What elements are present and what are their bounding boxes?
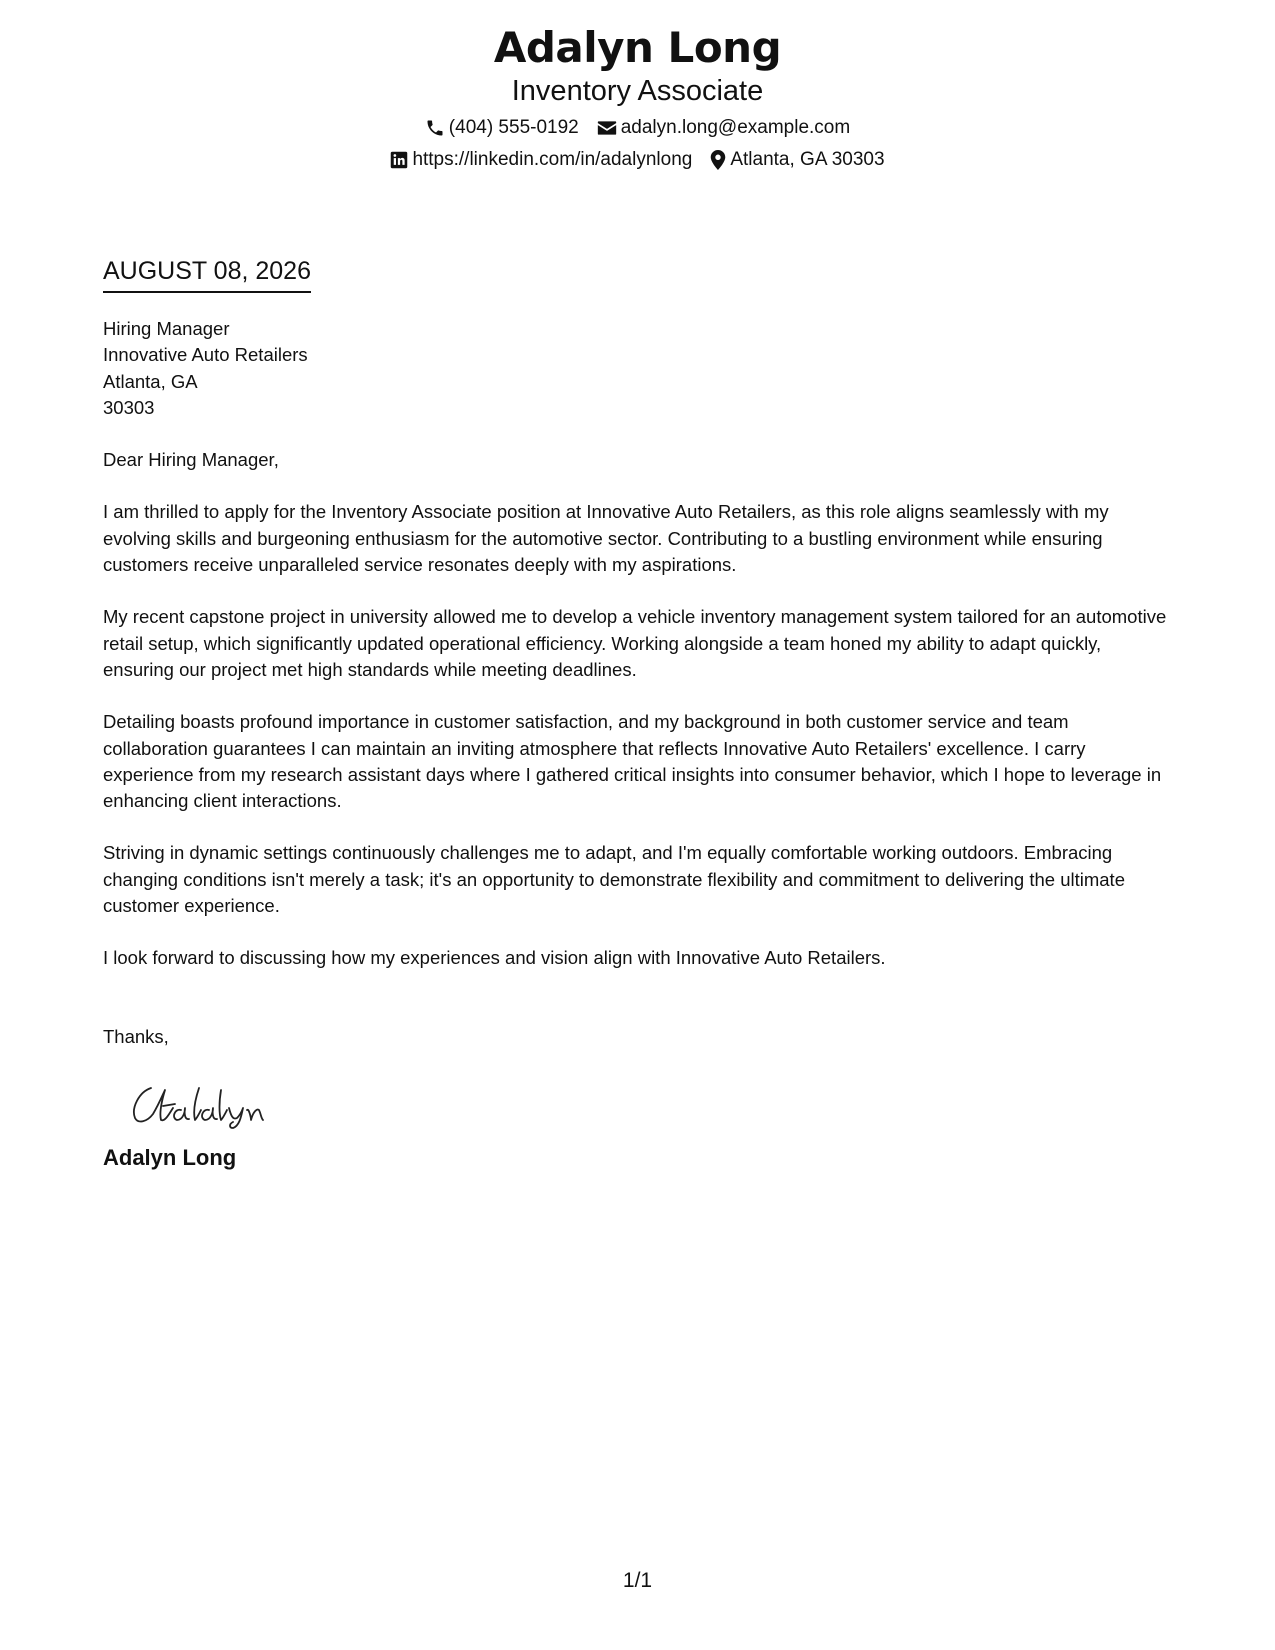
- body-paragraph: Striving in dynamic settings continuously challenges me to adapt, and I'm equally comfortable working outdoors. Embracing changing conditions isn't merely a task; it's an opportunity to demonstrate flexibility and commitment to delivering the ultimate customer experience.: [103, 842, 1125, 917]
- body-paragraph: I am thrilled to apply for the Inventory Associate position at Innovative Auto Retailers, as this role aligns seamlessly with my evolving skills and burgeoning enthusiasm for the automotive sector. Contributing to a bustling environment while ensuring customers receive unparalleled service resonates deeply with my aspirations.: [103, 501, 1109, 576]
- recipient-line: Atlanta, GA: [103, 370, 198, 392]
- handwritten-signature: [129, 1078, 349, 1130]
- email-text: adalyn.long@example.com: [620, 117, 851, 138]
- location-text: Atlanta, GA 30303: [730, 149, 885, 170]
- phone-icon: [425, 118, 445, 138]
- contact-phone: [425, 116, 579, 140]
- recipient-line: 30303: [103, 396, 155, 418]
- recipient-address: [103, 316, 1168, 421]
- linkedin-text: https://linkedin.com/in/adalynlong: [412, 149, 693, 170]
- recipient-line: Hiring Manager: [103, 318, 230, 339]
- phone-text: (404) 555-0192: [448, 117, 579, 138]
- recipient-line: Innovative Auto Retailers: [103, 344, 308, 366]
- linkedin-icon: [390, 151, 408, 169]
- map-pin-icon: [710, 150, 726, 170]
- letter-date-block: [103, 255, 311, 293]
- applicant-name: Adalyn Long: [493, 23, 782, 72]
- body-paragraph: I look forward to discussing how my experiences and vision align with Innovative Auto Retailers.: [103, 947, 886, 969]
- contact-linkedin: [390, 148, 692, 172]
- applicant-title: Inventory Associate: [511, 75, 764, 107]
- contact-row-secondary: [0, 148, 1275, 172]
- letter-header: [0, 22, 1275, 172]
- salutation: Dear Hiring Manager,: [103, 449, 279, 471]
- contact-row-primary: [0, 116, 1275, 140]
- letter-body: [103, 316, 1168, 1172]
- letter-date: AUGUST 08, 2026: [103, 255, 311, 293]
- body-paragraph: My recent capstone project in university allowed me to develop a vehicle inventory management system tailored for an automotive retail setup, which significantly updated operational efficiency. Working alongside a team honed my ability to adapt quickly, ensuring our project met high standards while meeting deadlines.: [103, 606, 1167, 680]
- signer-name: Adalyn Long: [103, 1144, 237, 1170]
- contact-location: [710, 148, 884, 172]
- page-number: 1/1: [622, 1569, 653, 1592]
- contact-email: [597, 116, 850, 140]
- body-paragraph: Detailing boasts profound importance in customer satisfaction, and my background in both customer service and team collaboration guarantees I can maintain an inviting atmosphere that reflects Innovative Auto Retailers' excellence. I carry experience from my research assistant days where I gathered critical insights into consumer behavior, which I hope to leverage in enhancing client interactions.: [103, 711, 1162, 812]
- envelope-icon: [597, 120, 617, 136]
- closing: Thanks,: [103, 1025, 169, 1047]
